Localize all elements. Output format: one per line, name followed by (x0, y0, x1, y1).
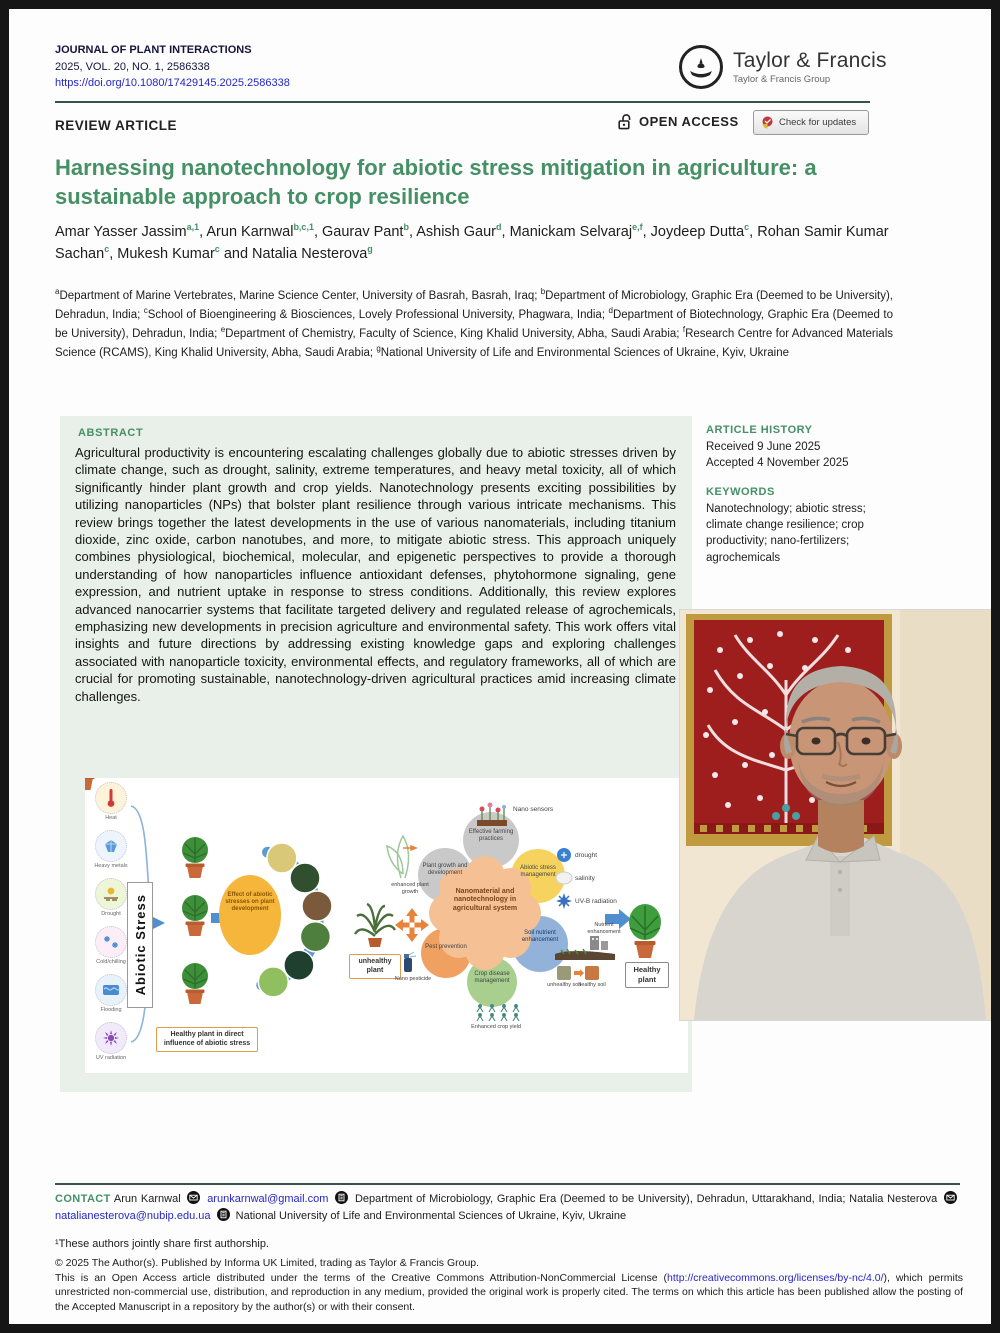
center-blob-label: Nanomaterial and nanotechnology in agricultural system (452, 888, 518, 912)
building-icon (335, 1191, 348, 1204)
author-photo (680, 610, 993, 1020)
author-name: Mukesh Kumar$^c$ (117, 244, 220, 263)
author-list: Amar Yasser Jassim$^{a,1}$, Arun Karnwal$^{b,c,1}$, Gaurav Pant$^b$, Ashish Gaur$^d$, Manickam Selvaraj$^{e,f}$, Joydeep Dutta$^c$, Rohan Samir Kumar Sachan$^c$, Mukesh Kumar$^c$ and Natalia Nesterova$^g$ (55, 222, 889, 263)
journal-info (55, 42, 290, 92)
publisher-group: Taylor & Francis Group (733, 74, 831, 85)
stressor-heavy-metals: Heavy metals (89, 830, 133, 869)
article-type-label: REVIEW ARTICLE (55, 118, 178, 133)
flooding-water-icon (102, 983, 120, 997)
first-authorship-footnote: ¹These authors jointly share first authorship. (55, 1238, 269, 1250)
copyright-line: © 2025 The Author(s). Published by Informa UK Limited, trading as Taylor & Francis Group. (55, 1257, 480, 1269)
contact-name-2: Natalia Nesterova (849, 1193, 938, 1205)
author-name: Ashish Gaur$^d$ (416, 222, 502, 240)
nano-sensors-label: Nano sensors (513, 806, 554, 813)
drought-sun-icon (102, 886, 120, 902)
effect-circle-label: Effect of abiotic stresses on plant development (225, 892, 275, 913)
abiotic-mgmt-label: Abiotic stress management (520, 865, 556, 879)
taylor-francis-logo-icon (678, 44, 724, 90)
uvb-mini-label: UV-B radiation (575, 898, 617, 905)
received-date: Received 9 June 2025 (706, 441, 821, 453)
nano-pesticide-label: Nano pesticide (394, 976, 432, 982)
envelope-icon (187, 1191, 200, 1204)
publisher-name: Taylor & Francis (733, 49, 887, 72)
stressor-uv: UV radiation (89, 1022, 133, 1061)
stressor-cold: Cold/chilling (89, 926, 133, 965)
envelope-icon (944, 1191, 957, 1204)
pest-circle-label: Pest prevention (425, 944, 467, 950)
license-text-post: ), which permits unrestricted non-commercial use, distribution, and reproduction in any medium, provided the original work is properly cited. The terms on which this article has been published allow the posting of the Accepted Manuscript in a repository by the author(s) or with their consent. (55, 1272, 964, 1313)
license-paragraph (55, 1271, 963, 1314)
author-name: Joydeep Dutta$^c$ (650, 222, 750, 240)
nutrient-enh-label: Nutrient enhancement (587, 922, 621, 935)
building-icon (217, 1208, 230, 1221)
open-access-badge (618, 113, 739, 130)
salinity-mini-label: salinity (575, 875, 595, 882)
header-divider (55, 101, 870, 103)
contact-name-1: Arun Karnwal (113, 1193, 181, 1205)
author-name: Arun Karnwal$^{b,c,1}$ (206, 222, 314, 240)
enhanced-yield-label: Enhanced crop yield (471, 1024, 521, 1030)
stressor-heat: Heat (89, 782, 133, 821)
contact-email-1[interactable]: arunkarnwal@gmail.com (207, 1193, 329, 1205)
drought-mini-label: drought (575, 852, 598, 859)
journal-issue: 2025, VOL. 20, NO. 1, 2586338 (55, 60, 210, 73)
abstract-text: Agricultural productivity is encountering escalating challenges globally due to abiotic stresses driven by climate change, such as drought, salinity, extreme temperatures, and heavy metal toxicity, all of which significantly hinder plant growth and crop yields. Nanotechnology presents exciting possibilities by utilizing nanoparticles (NPs) that bolster plant resilience through various intricate mechanisms. This review brings together the latest developments in the use of various nanomaterials, including titanium dioxide, zinc oxide, carbon nanotubes, and more, to mitigate abiotic stress. This approach uniquely combines physiological, biochemical, molecular, and epigenetic perspectives to provide a thorough understanding of how nanoparticles influence antioxidant defenses, phytohormone signaling, gene expression, and nutrient uptake in response to stress conditions. Additionally, this review explores advanced nanocarrier systems that facilitate targeted delivery and regulated release of agrochemicals, emphasizing new developments in precision agriculture and environmental safety. This work offers vital insights and future directions by addressing existing knowledge gaps and exploring challenges associated with nanoparticle toxicity, environmental effects, and regulatory frameworks, all of which are crucial for promoting sustainable, nanotechnology-driven agricultural practices amid increasing climate challenges. (75, 445, 676, 704)
unhealthy-plant-label: unhealthy plant (349, 954, 401, 979)
stressor-drought: Drought (89, 878, 133, 917)
article-history-heading: ARTICLE HISTORY (706, 424, 813, 436)
open-access-label: OPEN ACCESS (639, 114, 739, 129)
abiotic-stress-label: Abiotic Stress (127, 882, 153, 1008)
license-text-pre: This is an Open Access article distributed under the terms of the Creative Commons Attribution-NonCommercial License ( (55, 1272, 668, 1284)
uv-radiation-icon (102, 1029, 120, 1047)
crop-disease-label: Crop disease management (474, 971, 510, 985)
keywords-heading: KEYWORDS (706, 485, 775, 498)
crossmark-icon (761, 116, 774, 129)
healthy-soil-label: healthy soil (578, 982, 606, 988)
journal-name: JOURNAL OF PLANT INTERACTIONS (55, 44, 252, 56)
contact-affil-2: National University of Life and Environmental Sciences of Ukraine, Kyiv, Ukraine (235, 1209, 627, 1222)
author-name: Amar Yasser Jassim$^{a,1}$ (55, 222, 200, 240)
contact-email-2[interactable]: natalianesterova@nubip.edu.ua (55, 1209, 211, 1222)
article-meta-column (706, 424, 876, 580)
nutrient-circle-label: Soil nutrient enhancement (521, 930, 559, 944)
enhanced-growth-label: enhanced plant growth (391, 882, 429, 895)
affiliations: $^a$Department of Marine Vertebrates, Marine Science Center, University of Basrah, Basrah, Iraq; $^b$Department of Microbiology, Graphic Era (Deemed to be University), Dehradun, India; $^c$School of Bioengineering & Biosciences, Lovely Professional University, Phagwara, India; $^d$Department of Biotechnology, Graphic Era (Deemed to be University), Dehradun, India; $^e$Department of Chemistry, Faculty of Science, King Khalid University, Abha, Saudi Arabia; $^f$Research Centre for Advanced Materials Science (RCAMS), King Khalid University, Abha, Saudi Arabia; $^g$National University of Life and Environmental Sciences of Ukraine, Kyiv, Ukraine (55, 287, 894, 360)
accepted-date: Accepted 4 November 2025 (706, 457, 849, 470)
keywords-text: Nanotechnology; abiotic stress; climate change resilience; crop productivity; nano-fertilizers; agrochemicals (706, 502, 866, 564)
snowflakes-icon (102, 934, 120, 950)
doi-link[interactable]: https://doi.org/10.1080/17429145.2025.2586338 (55, 77, 290, 89)
author-name: Gaurav Pant$^b$ (322, 222, 409, 240)
stressor-flooding: Flooding (89, 974, 133, 1013)
healthy-plant-label: Healthy plant (625, 962, 669, 988)
author-name: Natalia Nesterova$^g$ (252, 244, 373, 263)
figure-1 (85, 778, 688, 1073)
contact-label: CONTACT (55, 1193, 111, 1205)
page-title: Harnessing nanotechnology for abiotic stress mitigation in agriculture: a sustainable approach to crop resilience (55, 155, 817, 210)
check-for-updates-label: Check for updates (779, 117, 857, 128)
plant-growth-label: Plant growth and development (422, 863, 468, 877)
contact-block (55, 1191, 960, 1225)
open-lock-icon (618, 113, 633, 130)
author-name: Rohan Samir Kumar Sachan$^c$ (55, 224, 889, 263)
footer-divider (55, 1183, 960, 1185)
unhealthy-soil-label: unhealthy soil (547, 982, 581, 988)
heavy-metal-crystal-icon (103, 839, 119, 853)
publisher-logo (678, 44, 887, 90)
license-link[interactable]: http://creativecommons.org/licenses/by-nc/4.0/ (667, 1272, 884, 1284)
abstract-heading: ABSTRACT (78, 427, 144, 439)
healthy-direct-label: Healthy plant in direct influence of abiotic stress (156, 1027, 258, 1052)
effective-farming-label: Effective farming practices (468, 829, 514, 843)
heat-thermometer-icon (103, 788, 119, 808)
contact-affil-1: Department of Microbiology, Graphic Era (Deemed to be University), Dehradun, Uttarakhand, India; (354, 1193, 850, 1205)
author-photo-image (680, 610, 993, 1020)
check-for-updates-button[interactable] (753, 110, 869, 135)
author-name: Manickam Selvaraj$^{e,f}$ (509, 222, 643, 240)
